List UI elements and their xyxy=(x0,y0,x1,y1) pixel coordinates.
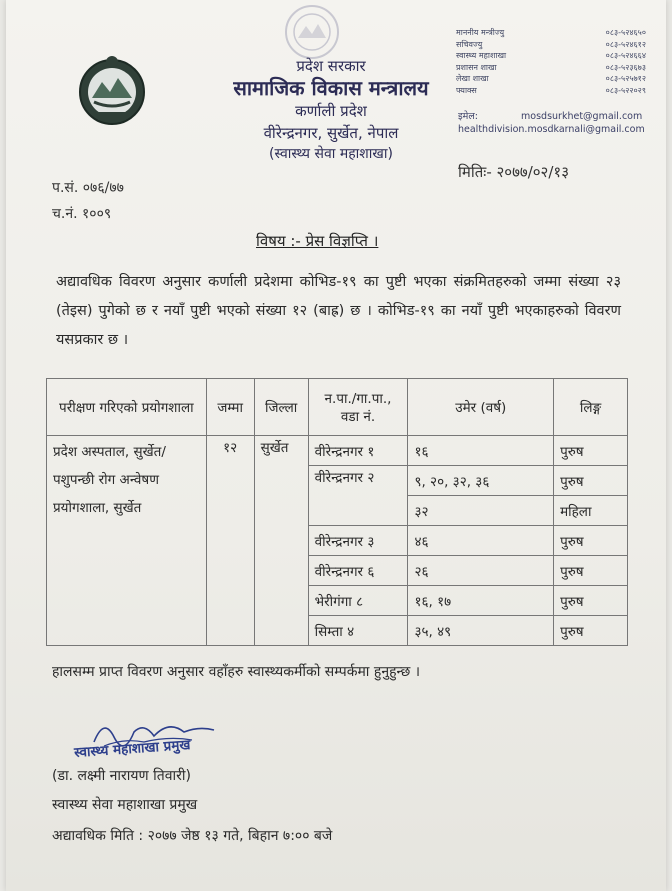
table-row xyxy=(47,436,628,466)
address: वीरेन्द्रनगर, सुर्खेत, नेपाल xyxy=(263,124,399,142)
email-1[interactable]: mosdsurkhet@gmail.com xyxy=(521,111,643,122)
column-header-district: जिल्ला xyxy=(254,379,308,436)
total-cell: १२ xyxy=(206,436,254,646)
gender-cell: पुरुष xyxy=(554,616,628,646)
column-header-ward: न.पा./गा.पा., वडा नं. xyxy=(308,379,408,436)
body-paragraph: अद्यावधिक विवरण अनुसार कर्णाली प्रदेशमा कोभिड-१९ का पुष्टी भएका संक्रमितहरुको जम्मा संख्या २३ (तेइस) पुगेको छ र नयाँ पुष्टी भएको संख्या १२ (बाह्र) छ । कोभिड-१९ का नयाँ पुष्टी भएकाहरुको विवरण यसप्रकार छ । xyxy=(56,274,621,348)
contact-row: माननीय मन्त्रीज्यु ०८३-५२४६५० xyxy=(456,28,646,37)
age-cell: १६, १७ xyxy=(408,586,554,616)
gender-cell: पुरुष xyxy=(554,466,628,496)
contact-row: स्वास्थ्य महाशाखा ०८३-५२४६६४ xyxy=(456,51,646,60)
reference-number: प.सं. ०७६/७७ xyxy=(52,180,124,196)
gender-cell: पुरुष xyxy=(554,436,628,466)
ward-cell: वीरेन्द्रनगर २ xyxy=(308,466,408,526)
letter-date: मितिः- २०७७/०२/१३ xyxy=(458,163,570,181)
column-header-total: जम्मा xyxy=(206,379,254,436)
ward-cell: वीरेन्द्रनगर ६ xyxy=(308,556,408,586)
age-cell: १६ xyxy=(408,436,554,466)
ward-cell: वीरेन्द्रनगर १ xyxy=(308,436,408,466)
table-header-row xyxy=(47,379,628,436)
signer-name: (डा. लक्ष्मी नारायण तिवारी) xyxy=(52,768,191,784)
signer-title: स्वास्थ्य सेवा महाशाखा प्रमुख xyxy=(52,797,198,813)
footer-note: हालसम्म प्राप्त विवरण अनुसार वहाँहरु स्वास्थ्यकर्मीको सम्पर्कमा हुनुहुन्छ । xyxy=(52,664,421,680)
gender-cell: पुरुष xyxy=(554,526,628,556)
district-cell: सुर्खेत xyxy=(254,436,308,646)
column-header-gender: लिङ्ग xyxy=(554,379,628,436)
lab-cell: प्रदेश अस्पताल, सुर्खेत/ पशुपन्छी रोग अन्वेषण प्रयोगशाला, सुर्खेत xyxy=(47,436,207,646)
gender-cell: महिला xyxy=(554,496,628,526)
subject-line: विषय :- प्रेस विज्ञप्ति । xyxy=(256,232,379,250)
ward-cell: सिम्ता ४ xyxy=(308,616,408,646)
email-label: इमेल: xyxy=(458,111,478,122)
letter-page xyxy=(6,0,666,891)
gender-cell: पुरुष xyxy=(554,556,628,586)
updated-date: अद्यावधिक मिति : २०७७ जेष्ठ १३ गते, बिहान ७:०० बजे xyxy=(52,828,333,844)
age-cell: ३२ xyxy=(408,496,554,526)
province-name: कर्णाली प्रदेश xyxy=(295,102,367,120)
age-cell: ४६ xyxy=(408,526,554,556)
contact-list xyxy=(456,27,656,96)
age-cell: २६ xyxy=(408,556,554,586)
gender-cell: पुरुष xyxy=(554,586,628,616)
ministry-name: सामाजिक विकास मन्त्रालय xyxy=(233,76,429,100)
cases-table xyxy=(46,378,628,646)
contact-row: फ्याक्स ०८३-५२२०२९ xyxy=(456,85,646,95)
ward-cell: भेरीगंगा ८ xyxy=(308,586,408,616)
dispatch-number: च.नं. १००९ xyxy=(52,206,112,222)
email-2[interactable]: healthdivision.mosdkarnali@gmail.com xyxy=(458,124,645,135)
letterhead-line-1: प्रदेश सरकार xyxy=(296,57,366,75)
age-cell: ९, २०, ३२, ३६ xyxy=(408,466,554,496)
letterhead xyxy=(186,56,476,164)
government-emblem-icon xyxy=(74,52,150,128)
designation-stamp: स्वास्थ्य महाशाखा प्रमुख xyxy=(73,736,191,762)
column-header-age: उमेर (वर्ष) xyxy=(408,379,554,436)
age-cell: ३५, ४९ xyxy=(408,616,554,646)
ward-cell: वीरेन्द्रनगर ३ xyxy=(308,526,408,556)
column-header-lab: परीक्षण गरिएको प्रयोगशाला xyxy=(47,379,207,436)
division-name: (स्वास्थ्य सेवा महाशाखा) xyxy=(269,146,393,162)
emblem-watermark-icon xyxy=(282,2,342,62)
contact-row: लेखा शाखा ०८३-५२५७१२ xyxy=(456,74,646,83)
contact-row: प्रशासन शाखा ०८३-५२३६७३ xyxy=(456,62,646,72)
contact-row: सचिवज्यु ०८३-५२४६१२ xyxy=(456,39,646,49)
email-block xyxy=(458,110,645,136)
